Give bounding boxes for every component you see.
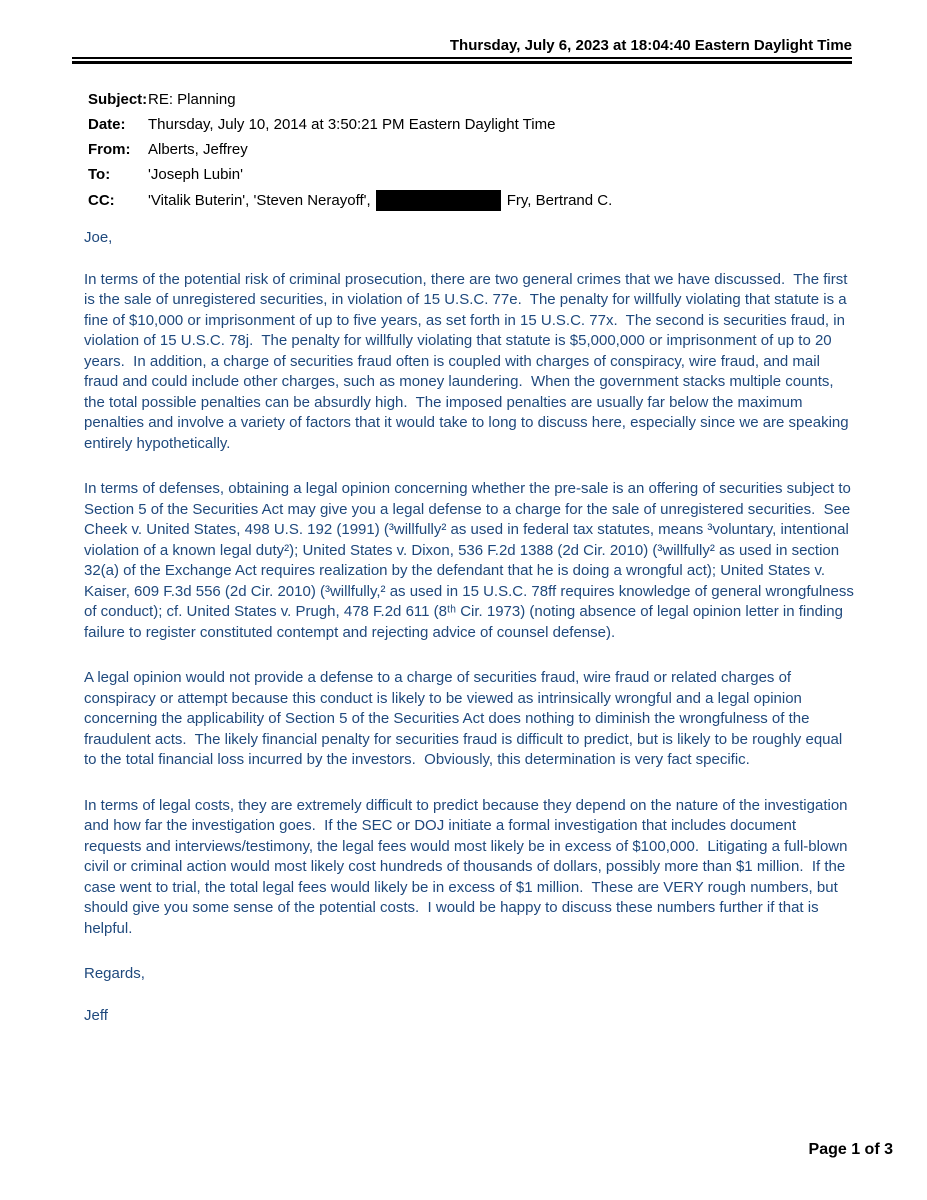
- meta-row-subject: [88, 90, 854, 108]
- cc-value-before-redaction: 'Vitalik Buterin', 'Steven Nerayoff',: [148, 192, 371, 209]
- subject-label: Subject:: [88, 90, 148, 108]
- email-body: [84, 228, 859, 1026]
- to-value: 'Joseph Lubin': [148, 165, 243, 183]
- cc-label: CC:: [88, 192, 115, 209]
- to-label: To:: [88, 165, 111, 183]
- closing: Regards,: [84, 965, 145, 982]
- cc-value: [148, 190, 612, 211]
- meta-row-cc: [88, 190, 854, 211]
- paragraph-legal-opinion: A legal opinion would not provide a defense to a charge of securities fraud, wire fraud or related charges of conspiracy or attempt because this conduct is likely to be viewed as intrinsically wrongful and a legal opinion concerning the applicability of Section 5 of the Securities Act does nothing to diminish the wrongfulness of the fraudulent acts. The likely financial penalty for securities fraud is difficult to predict, but is likely to be roughly equal to the total financial loss incurred by the investors. Obviously, this determination is very fact specific.: [84, 669, 847, 768]
- from-label: From:: [88, 140, 131, 158]
- meta-row-from: [88, 140, 854, 158]
- salutation: Joe,: [84, 229, 113, 246]
- date-label: Date:: [88, 115, 126, 133]
- email-meta-block: [88, 90, 854, 218]
- header-divider-rule: [72, 57, 852, 64]
- date-value: Thursday, July 10, 2014 at 3:50:21 PM Eastern Daylight Time: [148, 115, 556, 133]
- meta-row-to: [88, 165, 854, 183]
- from-value: Alberts, Jeffrey: [148, 140, 248, 158]
- redaction-box: [376, 190, 501, 211]
- page-number: Page 1 of 3: [808, 1141, 893, 1158]
- cc-value-after-redaction: Fry, Bertrand C.: [506, 192, 613, 209]
- print-timestamp: Thursday, July 6, 2023 at 18:04:40 Eastern Daylight Time: [449, 37, 852, 54]
- signature: Jeff: [84, 1006, 108, 1024]
- subject-value: RE: Planning: [148, 90, 236, 108]
- paragraph-defenses: In terms of defenses, obtaining a legal opinion concerning whether the pre-sale is an offering of securities subject to Section 5 of the Securities Act may give you a legal defense to a charge for the sale of unregistered securities. See Cheek v. United States, 498 U.S. 192 (1991) (³willfully² as used in federal tax statutes, means ³voluntary, intentional violation of a known legal duty²); United States v. Dixon, 536 F.2d 1388 (2d Cir. 2010) (³willfully² as used in section 32(a) of the Exchange Act requires realization by the defendant that he is doing a wrongful act); United States v. Kaiser, 609 F.3d 556 (2d Cir. 2010) (³willfully,² as used in 15 U.S.C. 78ff requires knowledge of general wrongfulness of conduct); cf. United States v. Prugh, 478 F.2d 611 (8ᵗʰ Cir. 1973) (noting absence of legal opinion letter in finding failure to register constituted contempt and rejecting advice of counsel defense).: [84, 480, 859, 641]
- paragraph-legal-costs: In terms of legal costs, they are extremely difficult to predict because they depend on the nature of the investigation and how far the investigation goes. If the SEC or DOJ initiate a formal investigation that includes document requests and interviews/testimony, the legal fees would most likely be in excess of $100,000. Litigating a full-blown civil or criminal action would most likely cost hundreds of thousands of dollars, possibly more than $1 million. If the case went to trial, the total legal fees would likely be in excess of $1 million. These are VERY rough numbers, but should give you some sense of the potential costs. I would be happy to discuss these numbers further if that is helpful.: [84, 796, 852, 937]
- meta-row-date: [88, 115, 854, 133]
- paragraph-criminal-prosecution: In terms of the potential risk of criminal prosecution, there are two general crimes that we have discussed. The first is the sale of unregistered securities, in violation of 15 U.S.C. 77e. The penalty for willfully violating that statute is a fine of $10,000 or imprisonment of up to five years, as set forth in 15 U.S.C. 77x. The second is securities fraud, in violation of 15 U.S.C. 78j. The penalty for willfully violating that statute is $5,000,000 or imprisonment of up to 20 years. In addition, a charge of securities fraud often is coupled with charges of conspiracy, wire fraud, and mail fraud and could include other charges, such as money laundering. When the government stacks multiple counts, the total possible penalties can be absurdly high. The imposed penalties are usually far below the maximum penalties and involve a variety of factors that it would take to long to discuss here, especially since we are speaking entirely hypothetically.: [84, 270, 853, 452]
